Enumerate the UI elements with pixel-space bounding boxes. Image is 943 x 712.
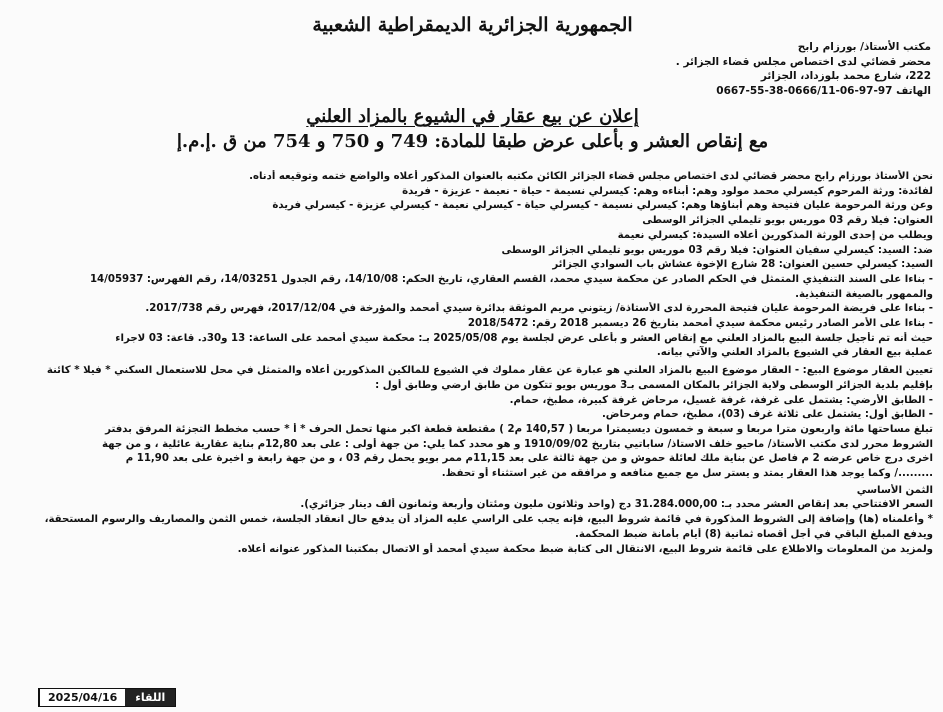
body-line-area-1: تبلغ مساحتها مائة واربعون مترا مربعا و سبعة و خمسون ديسيمترا مربعا ( 140,57 م2 ) مقتطعة قطعة اكبر منها تحمل الحرف * أ * حسب مخطط التجزئة المرفق بدفتر bbox=[105, 423, 933, 435]
body-line-property-2: بإقليم بلدية الجزائر الوسطى ولاية الجزائر بالمكان المسمى بـ3 موريس بويو تتكون من طابق ارضي وطابق أول : bbox=[375, 379, 933, 391]
body-line-basis-1: - بناءا على السند التنفيذي المتمثل في الحكم الصادر عن محكمة سيدي محمد، القسم العقاري، تاريخ الحكم: 14/10/08، رقم الجدول 14/03251، رقم الفهرس: 14/05937 bbox=[89, 273, 933, 285]
body-line-area-4: ........./ وكما يوجد هذا العقار يمتد و يستر سل مع جميع منافعه و مرافقه من غير استثناء أو تحفظ. bbox=[441, 468, 933, 480]
base-price-title: الثمن الأساسي bbox=[856, 484, 933, 496]
body-line-first-floor: - الطابق أول: يشتمل على ثلاثة غرف (03)، مطبخ، حمام ومرحاض. bbox=[601, 409, 933, 421]
body-line-beneficiary-2: وعن ورثة المرحومة عليان فتيحة وهم أبناؤها وهم: كيسرلي نسيمة - كيسرلي حياة - كيسرلي نعيمة - كيسرلي عزيزة - كيسرلي فريدة bbox=[272, 200, 933, 212]
body-line-postponement: حيث أنه تم تأجيل جلسة البيع بالمزاد العلني مع إنقاص العشر و بأعلى عرض لجلسة يوم 2025/05/08 بـ: محكمة سيدي أمحمد على الساعة: 13 و30د. قاعة: 03 لاجراء bbox=[115, 332, 933, 344]
body-line-property-1: تعيين العقار موضوع البيع: - العقار موضوع البيع بالمزاد العلني هو عبارة عن عقار مملوك في الشيوع للمالكين المذكورين أعلاه والمتمثل في محل للاستعمال السكني * فيلا * كائنة bbox=[46, 365, 933, 377]
body-line-address: العنوان: فيلا رقم 03 موريس بويو تليملي الجزائر الوسطى bbox=[642, 215, 933, 227]
body-line-requester: ويطلب من إحدى الورثة المذكورين أعلاه السيدة: كيسرلي نعيمة bbox=[617, 229, 933, 241]
bailiff-office-block bbox=[12, 40, 931, 98]
headline-line-1: إعلان عن بيع عقار في الشيوع بالمزاد العلني bbox=[306, 106, 639, 127]
office-phone: الهاتف 97-97-06-0666/11-38-55-0667 bbox=[716, 84, 931, 97]
body-line-basis-1b: والممهور بالصيغة التنفيذية. bbox=[795, 288, 933, 300]
office-name: مكتب الأستاذ/ بورزام رابح bbox=[797, 41, 931, 53]
notice-headline bbox=[12, 104, 933, 154]
office-address: 222، شارع محمد بلوزداد، الجزائر bbox=[760, 70, 931, 82]
publication-footer bbox=[38, 688, 176, 707]
headline-line-2: مع إنقاص العشر و بأعلى عرض طبقا للمادة: 749 و 750 و 754 من ق .إ.م.إ bbox=[176, 131, 769, 152]
body-line-area-2: الشروط محرر لدى مكتب الأستاذ/ ماحيو خلف الاستاذ/ ساباتيي بتاريخ 1910/09/02 و هو محدد كما يلي: من جهة أولى : على بعد 12,80م بناية عقارية عائلية ، و من جهة bbox=[101, 438, 933, 450]
body-line-beneficiary-1: لفائدة: ورثة المرحوم كيسرلي محمد مولود وهم: أبناءه وهم: كيسرلي نسيمة - حياة - نعيمة - عزيزة - فريدة bbox=[402, 185, 933, 197]
body-line-intro: نحن الأستاذ بورزام رابح محضر قضائي لدى اختصاص مجلس قضاء الجزائر الكائن مكتبه بالعنوان المذكور أعلاه والواضع ختمه وتوقيعه أدناه. bbox=[249, 171, 933, 182]
body-line-against-1: ضد: السيد: كيسرلي سفيان العنوان: فيلا رقم 03 موريس بويو تليملي الجزائر الوسطى bbox=[501, 244, 933, 256]
body-line-basis-3: - بناءا على الأمر الصادر رئيس محكمة سيدي أمحمد بتاريخ 26 ديسمبر 2018 رقم: 2018/5472 bbox=[467, 318, 933, 330]
body-line-basis-2: - بناءا على فريضة المرحومة عليان فتيحة المحررة لدى الأستاذة/ زيتوني مريم الموثقة بدائرة سيدي أمحمد والمؤرخة في 2017/12/04، فهرس رقم 2017/738. bbox=[145, 303, 933, 315]
notice-body bbox=[12, 170, 933, 557]
body-line-ground-floor: - الطابق الأرضي: يشتمل على غرفة، غرفة غسيل، مرحاض غرفة كبيرة، مطبخ، حمام. bbox=[509, 394, 933, 406]
body-line-postponement-b: عملية بيع العقار في الشيوع بالمزاد العلني والآتي بيانه. bbox=[656, 347, 933, 359]
body-line-area-3: اخرى درج خاص عرضه 2 م فاصل عن بناية ملك لعائلة حموش و من جهة ثالثة على بعد 11,15م ممر بويو يحمل رقم 03 ، و من جهة رابعة و اخيرة على بعد 11,90 م bbox=[125, 453, 933, 465]
publication-date: 2025/04/16 bbox=[39, 689, 125, 706]
republic-title: الجمهورية الجزائرية الديمقراطية الشعبية bbox=[312, 14, 633, 36]
body-line-conditions-1: * وأعلمناه (ها) وإضافة إلى الشروط المذكورة في قائمة شروط البيع، فإنه يجب على الراسي عليه المزاد أن يدفع حال انعقاد الجلسة، خمس الثمن والمصاريف والرسوم المستحقة، bbox=[44, 514, 933, 526]
newspaper-name: اللقاء bbox=[125, 689, 175, 706]
office-jurisdiction: محضر قضائي لدى اختصاص مجلس قضاء الجزائر . bbox=[675, 55, 931, 68]
body-line-more-info: ولمزيد من المعلومات والاطلاع على قائمة شروط البيع، الانتقال الى كتابة ضبط محكمة سيدي أمحمد أو الاتصال بمكتبنا المذكور عنوانه أعلاه. bbox=[237, 543, 933, 555]
body-line-price: السعر الافتتاحي بعد إنقاص العشر محدد بـ: 31.284.000,00 دج (واحد وثلاثون مليون ومئتان وأربعة وثمانون ألف دينار جزائري). bbox=[300, 499, 933, 511]
body-line-conditions-2: ويدفع المبلغ الباقي في أجل أقصاه ثمانية (8) أيام بأمانة ضبط المحكمة. bbox=[575, 528, 933, 540]
body-line-against-2: السيد: كيسرلي حسين العنوان: 28 شارع الإخوة عشاش باب السوادي الجزائر bbox=[552, 259, 933, 271]
